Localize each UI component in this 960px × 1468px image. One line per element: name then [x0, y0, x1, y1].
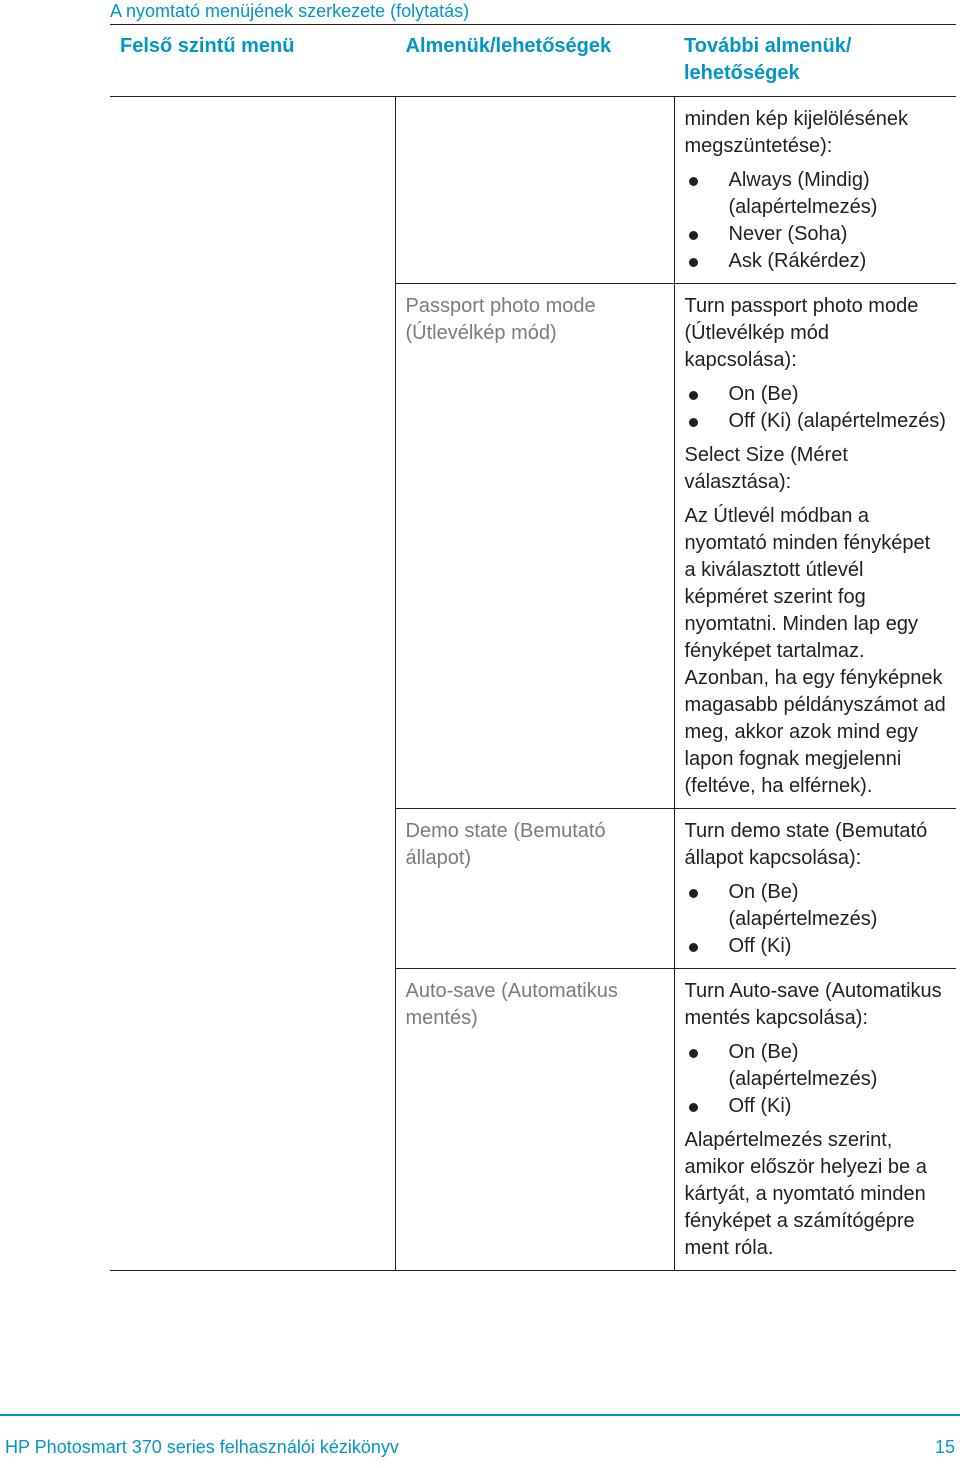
submenu-cell-empty [395, 97, 674, 284]
list-item [685, 1039, 947, 1093]
option-label: Off (Ki) [728, 935, 792, 957]
select-size-label: Select Size (Méret választása): [684, 444, 848, 493]
menu-structure-table-container [110, 24, 956, 1271]
top-level-menu-cell [110, 97, 395, 1271]
demo-option-list [685, 879, 947, 960]
option-label: Ask (Rákérdez) [728, 250, 867, 272]
bullet-icon [689, 889, 698, 898]
footer-divider [0, 1414, 960, 1416]
bullet-icon [689, 1049, 698, 1058]
autosave-option-list [685, 1039, 947, 1120]
bullet-icon [689, 258, 698, 267]
header-further-submenus: További almenük/ lehetőségek [674, 25, 956, 97]
passport-option-list [685, 381, 947, 435]
deselect-option-list [685, 167, 947, 275]
list-item [685, 879, 947, 933]
list-item [685, 248, 947, 275]
header-submenus-options: Almenük/lehetőségek [395, 25, 674, 97]
table-caption: A nyomtató menüjének szerkezete (folytatás) [110, 1, 470, 21]
bullet-icon [689, 177, 698, 186]
list-item [685, 408, 947, 435]
footer-manual-title: HP Photosmart 370 series felhasználói kézikönyv [5, 1437, 399, 1457]
demo-options-cell [674, 809, 956, 969]
header-row [110, 25, 956, 97]
passport-description: Az Útlevél módban a nyomtató minden fényképet a kiválasztott útlevél képméret szerint fog nyomtatni. Minden lap egy fényképet tartalmaz. Azonban, ha egy fényképnek magasabb példányszámot ad meg, akkor azok mind egy lapon fognak megjelenni (feltéve, ha elférnek). [684, 505, 946, 797]
demo-intro: Turn demo state (Bemutató állapot kapcsolása): [684, 820, 928, 869]
autosave-options-cell [674, 969, 956, 1271]
bullet-icon [689, 943, 698, 952]
bullet-icon [689, 418, 698, 427]
header-top-level-menu: Felső szintű menü [110, 25, 395, 97]
passport-options-cell [674, 284, 956, 809]
list-item [685, 381, 947, 408]
passport-intro: Turn passport photo mode (Útlevélkép mód kapcsolása): [684, 295, 919, 371]
list-item [685, 1093, 947, 1120]
list-item [685, 221, 947, 248]
option-label: On (Be) [728, 383, 799, 405]
bullet-icon [689, 1103, 698, 1112]
table-row-deselect [110, 97, 956, 284]
deselect-intro: minden kép kijelölésének megszüntetése): [684, 108, 908, 157]
autosave-intro: Turn Auto-save (Automatikus mentés kapcsolása): [684, 980, 942, 1029]
option-label: Off (Ki) (alapértelmezés) [728, 410, 946, 432]
footer-page-number: 15 [934, 1437, 955, 1457]
autosave-description: Alapértelmezés szerint, amikor először helyezi be a kártyát, a nyomtató minden fényképet a számítógépre ment róla. [684, 1129, 927, 1259]
option-label: Never (Soha) [728, 223, 848, 245]
bullet-icon [689, 231, 698, 240]
demo-state-label: Demo state (Bemutató állapot) [395, 809, 674, 969]
option-label: Always (Mindig) (alapértelmezés) [728, 169, 878, 218]
menu-structure-table [110, 24, 956, 1271]
option-label: Off (Ki) [728, 1095, 792, 1117]
list-item [685, 933, 947, 960]
list-item [685, 167, 947, 221]
option-label: On (Be) (alapértelmezés) [728, 1041, 878, 1090]
auto-save-label: Auto-save (Automatikus mentés) [395, 969, 674, 1271]
bullet-icon [689, 391, 698, 400]
passport-photo-mode-label: Passport photo mode (Útlevélkép mód) [395, 284, 674, 809]
option-label: On (Be) (alapértelmezés) [728, 881, 878, 930]
deselect-options-cell [674, 97, 956, 284]
